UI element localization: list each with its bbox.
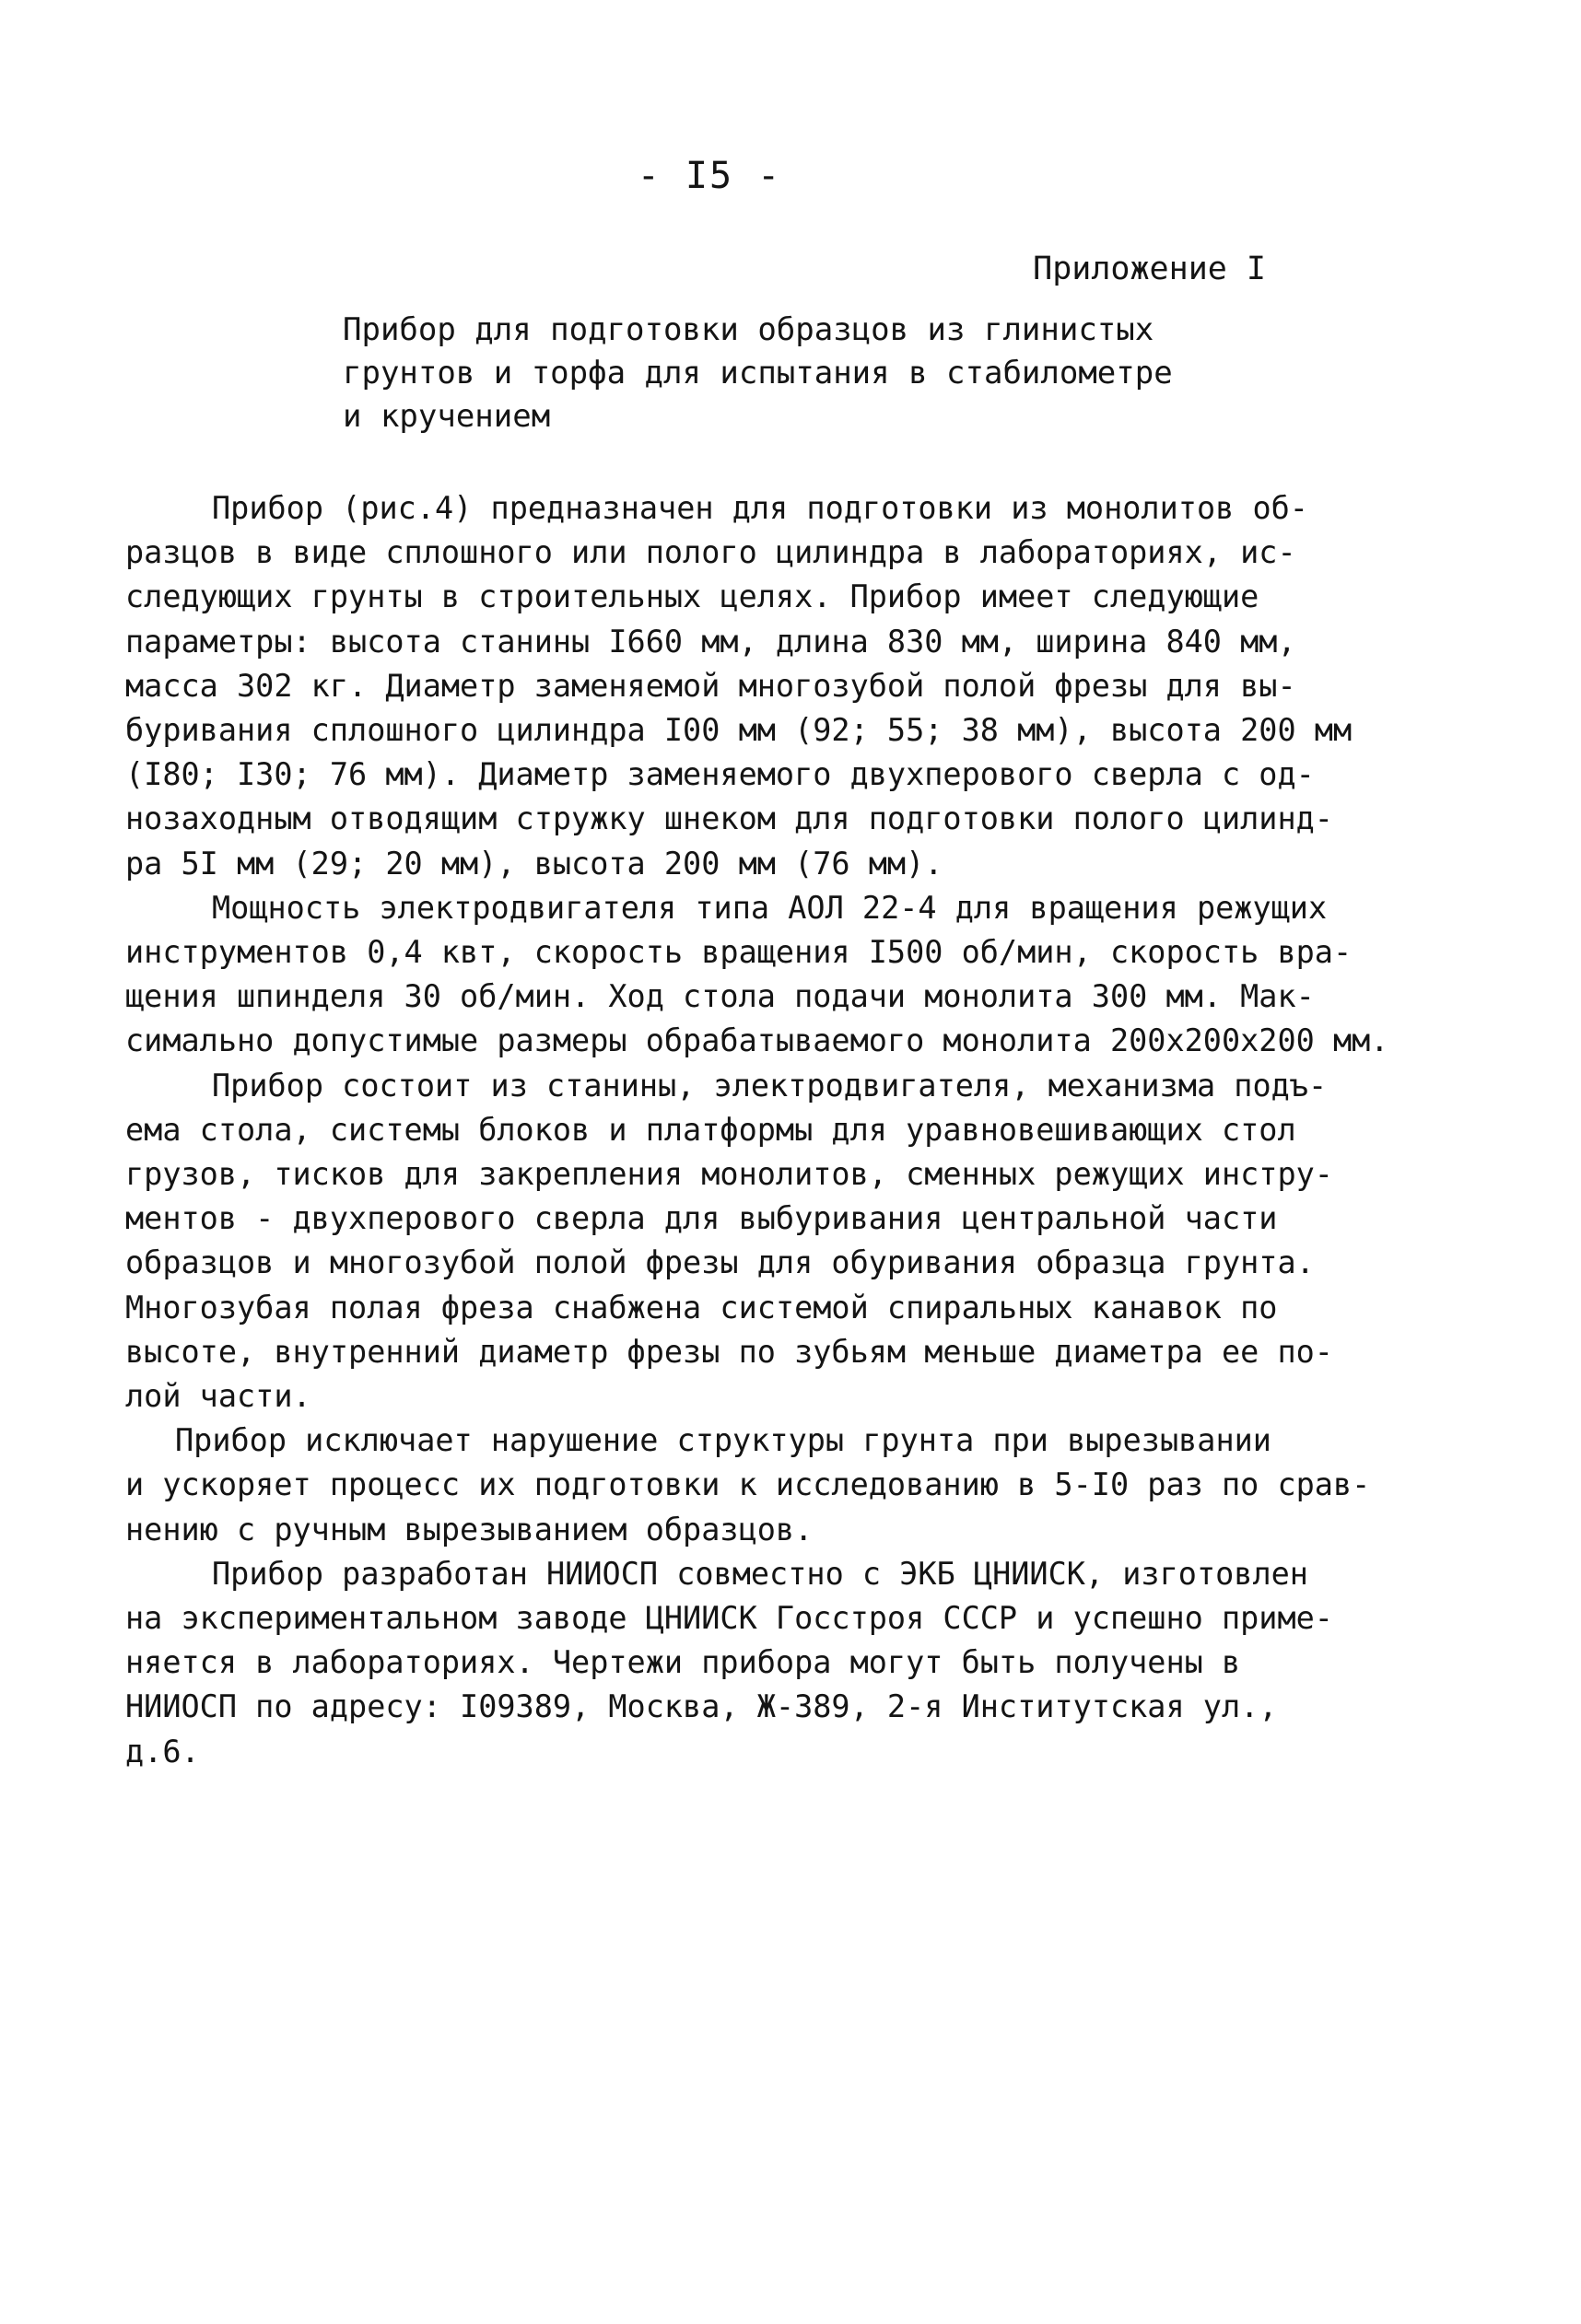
text-line: инструментов 0,4 квт, скорость вращения I500 об/мин, скорость вра- — [125, 934, 1353, 971]
paragraph — [125, 1064, 1397, 1419]
text-line: Мощность электродвигателя типа АОЛ 22-4 для вращения режущих — [212, 889, 1328, 926]
text-line: нозаходным отводящим стружку шнеком для подготовки полого цилинд- — [125, 800, 1333, 837]
text-line: параметры: высота станины I660 мм, длина 830 мм, ширина 840 мм, — [125, 623, 1296, 660]
text-line: НИИОСП по адресу: I09389, Москва, Ж-389, 2-я Институтская ул., — [125, 1688, 1278, 1725]
text-line: ема стола, системы блоков и платформы для уравновешивающих стол — [125, 1111, 1296, 1148]
text-line: Прибор исключает нарушение структуры грунта при вырезывании — [175, 1422, 1271, 1459]
text-line: симально допустимые размеры обрабатываемого монолита 200х200х200 мм. — [125, 1022, 1389, 1059]
text-line: грузов, тисков для закрепления монолитов, сменных режущих инстру- — [125, 1156, 1333, 1193]
paragraph — [125, 886, 1397, 1064]
text-line: следующих грунты в строительных целях. Прибор имеет следующие — [125, 578, 1259, 615]
paragraph — [125, 1552, 1397, 1774]
text-line: разцов в виде сплошного или полого цилиндра в лабораториях, ис- — [125, 534, 1296, 571]
title-line: грунтов и торфа для испытания в стабилометре — [343, 355, 1173, 391]
text-line: на экспериментальном заводе ЦНИИСК Госстроя СССР и успешно приме- — [125, 1600, 1333, 1637]
body-text — [125, 486, 1397, 1774]
text-line: щения шпинделя 30 об/мин. Ход стола подачи монолита 300 мм. Мак- — [125, 978, 1315, 1015]
text-line: высоте, внутренний диаметр фрезы по зубьям меньше диаметра ее по- — [125, 1333, 1333, 1370]
appendix-label: Приложение I — [1033, 251, 1266, 287]
text-line: образцов и многозубой полой фрезы для обуривания образца грунта. — [125, 1244, 1315, 1281]
text-line: и ускоряет процесс их подготовки к исследованию в 5-I0 раз по срав- — [125, 1466, 1371, 1503]
paragraph — [125, 1419, 1397, 1552]
text-line: (I80; I30; 76 мм). Диаметр заменяемого двухперового сверла с од- — [125, 756, 1315, 793]
document-title — [343, 309, 1264, 438]
text-line: няется в лабораториях. Чертежи прибора могут быть получены в — [125, 1644, 1241, 1681]
text-line: ментов - двухперового сверла для выбуривания центральной части — [125, 1200, 1278, 1237]
text-line: Прибор (рис.4) предназначен для подготовки из монолитов об- — [212, 490, 1308, 526]
text-line: буривания сплошного цилиндра I00 мм (92; 55; 38 мм), высота 200 мм — [125, 712, 1353, 749]
text-line: д.6. — [125, 1733, 200, 1769]
title-line: Прибор для подготовки образцов из глинистых — [343, 311, 1154, 348]
text-line: ра 5I мм (29; 20 мм), высота 200 мм (76 мм). — [125, 845, 943, 882]
text-line: Прибор состоит из станины, электродвигателя, механизма подъ- — [212, 1067, 1328, 1104]
text-line: нению с ручным вырезыванием образцов. — [125, 1511, 814, 1547]
page-number: - I5 - — [637, 155, 782, 197]
title-line: и кручением — [343, 398, 551, 435]
text-line: Прибор разработан НИИОСП совместно с ЭКБ ЦНИИСК, изготовлен — [212, 1555, 1308, 1592]
text-line: масса 302 кг. Диаметр заменяемой многозубой полой фрезы для вы- — [125, 667, 1296, 704]
paragraph — [125, 486, 1397, 886]
text-line: лой части. — [125, 1378, 311, 1415]
text-line: Многозубая полая фреза снабжена системой спиральных канавок по — [125, 1289, 1278, 1325]
